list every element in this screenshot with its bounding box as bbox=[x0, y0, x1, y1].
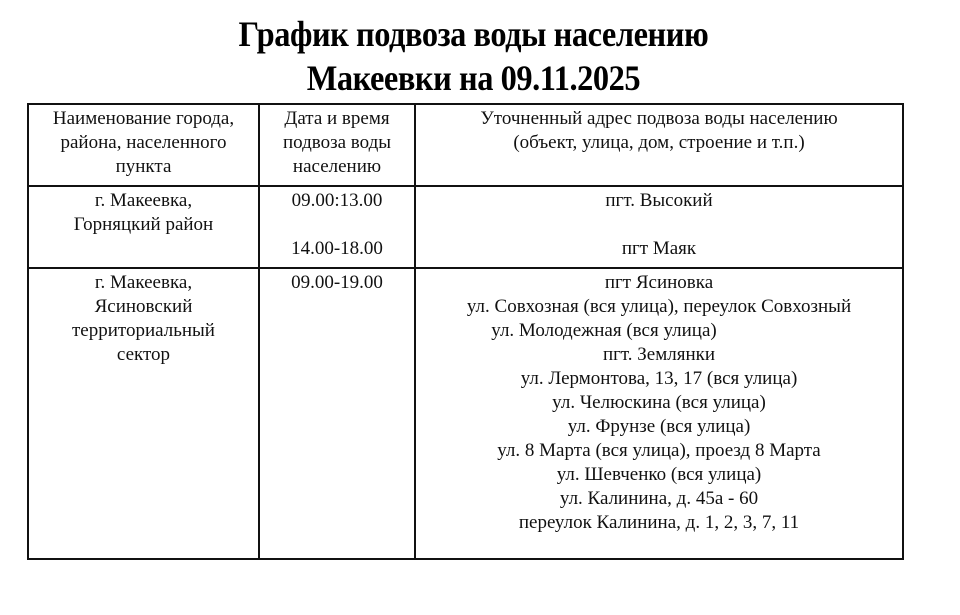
document-title-line-1: График подвоза воды населению bbox=[238, 14, 709, 54]
time-cell: 09.00-19.00 bbox=[259, 268, 415, 559]
locality-cell: г. Макеевка, Горняцкий район bbox=[28, 186, 259, 268]
time-cell: 09.00:13.00 14.00-18.00 bbox=[259, 186, 415, 268]
table-row bbox=[28, 186, 903, 268]
water-delivery-schedule-table bbox=[27, 103, 904, 560]
header-datetime: Дата и время подвоза воды населению bbox=[259, 104, 415, 186]
address-cell: пгт Ясиновка ул. Совхозная (вся улица), переулок Совхозный ул. Молодежная (вся улица) пгт. Землянки ул. Лермонтова, 13, 17 (вся улица) ул. Челюскина (вся улица) ул. Фрунзе (вся улица) ул. 8 Марта (вся улица), проезд 8 Марта ул. Шевченко (вся улица) ул. Калинина, д. 45а - 60 переулок Калинина, д. 1, 2, 3, 7, 11 bbox=[415, 268, 903, 559]
header-address: Уточненный адрес подвоза воды населению (объект, улица, дом, строение и т.п.) bbox=[415, 104, 903, 186]
document-title-line-2: Макеевки на 09.11.2025 bbox=[306, 58, 641, 98]
header-locality: Наименование города, района, населенного пункта bbox=[28, 104, 259, 186]
address-cell: пгт. Высокий пгт Маяк bbox=[415, 186, 903, 268]
locality-cell: г. Макеевка, Ясиновский территориальный сектор bbox=[28, 268, 259, 559]
table-row bbox=[28, 268, 903, 559]
table-header-row bbox=[28, 104, 903, 186]
